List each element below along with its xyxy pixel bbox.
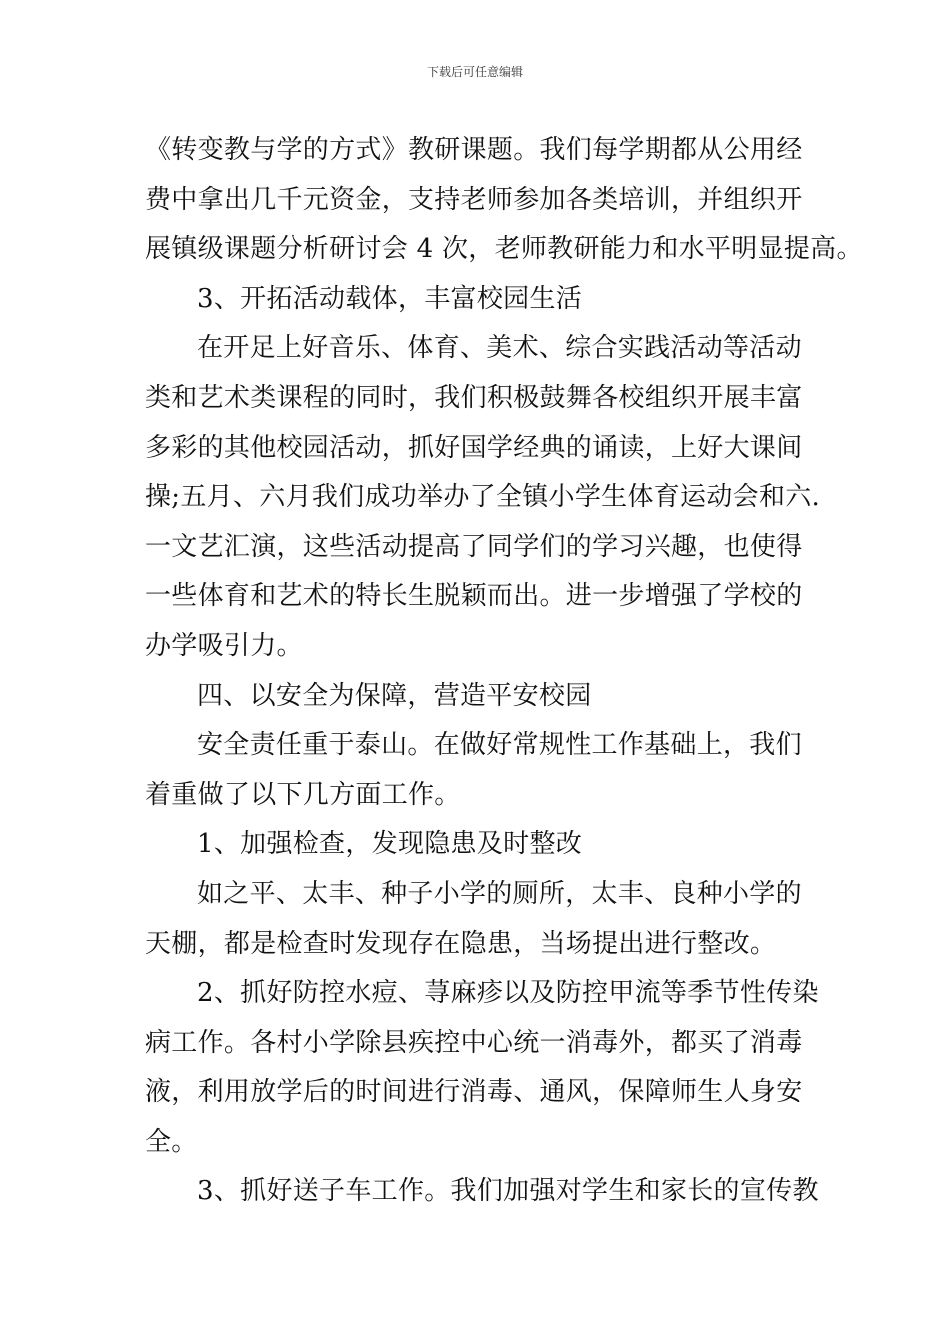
- text-line: 办学吸引力。: [145, 630, 303, 661]
- text-line: 2、抓好防控水痘、荨麻疹以及防控甲流等季节性传染: [197, 978, 819, 1009]
- text-line: 安全责任重于泰山。在做好常规性工作基础上，我们: [197, 730, 802, 761]
- text-line: 展镇级课题分析研讨会 4 次，老师教研能力和水平明显提高。: [145, 234, 863, 265]
- text-line: 一些体育和艺术的特长生脱颖而出。进一步增强了学校的: [145, 581, 803, 612]
- text-line: 液，利用放学后的时间进行消毒、通风，保障师生人身安: [145, 1077, 803, 1108]
- page-header: 下载后可任意编辑: [426, 65, 523, 79]
- text-line: 操;五月、六月我们成功举办了全镇小学生体育运动会和六.: [145, 482, 821, 513]
- text-line: 3、抓好送子车工作。我们加强对学生和家长的宣传教: [197, 1176, 819, 1207]
- text-line: 着重做了以下几方面工作。: [145, 779, 461, 810]
- section-heading: 3、开拓活动载体，丰富校园生活: [197, 283, 583, 314]
- text-line: 多彩的其他校园活动，抓好国学经典的诵读，上好大课间: [145, 432, 803, 463]
- text-line: 病工作。各村小学除县疾控中心统一消毒外，都买了消毒: [145, 1027, 803, 1058]
- text-line: 费中拿出几千元资金，支持老师参加各类培训，并组织开: [145, 184, 803, 215]
- section-heading: 1、加强检查，发现隐患及时整改: [197, 829, 583, 860]
- text-line: 全。: [145, 1126, 198, 1157]
- section-heading: 四、以安全为保障，营造平安校园: [197, 680, 592, 711]
- text-line: 天棚，都是检查时发现存在隐患，当场提出进行整改。: [145, 928, 777, 959]
- text-line: 类和艺术类课程的同时，我们积极鼓舞各校组织开展丰富: [145, 382, 803, 413]
- text-line: 一文艺汇演，这些活动提高了同学们的学习兴趣，也使得: [145, 531, 803, 562]
- text-line: 在开足上好音乐、体育、美术、综合实践活动等活动: [197, 333, 802, 364]
- text-line: 如之平、太丰、种子小学的厕所，太丰、良种小学的: [197, 878, 802, 909]
- text-line: 《转变教与学的方式》教研课题。我们每学期都从公用经: [145, 135, 803, 165]
- document-body: [145, 126, 863, 1217]
